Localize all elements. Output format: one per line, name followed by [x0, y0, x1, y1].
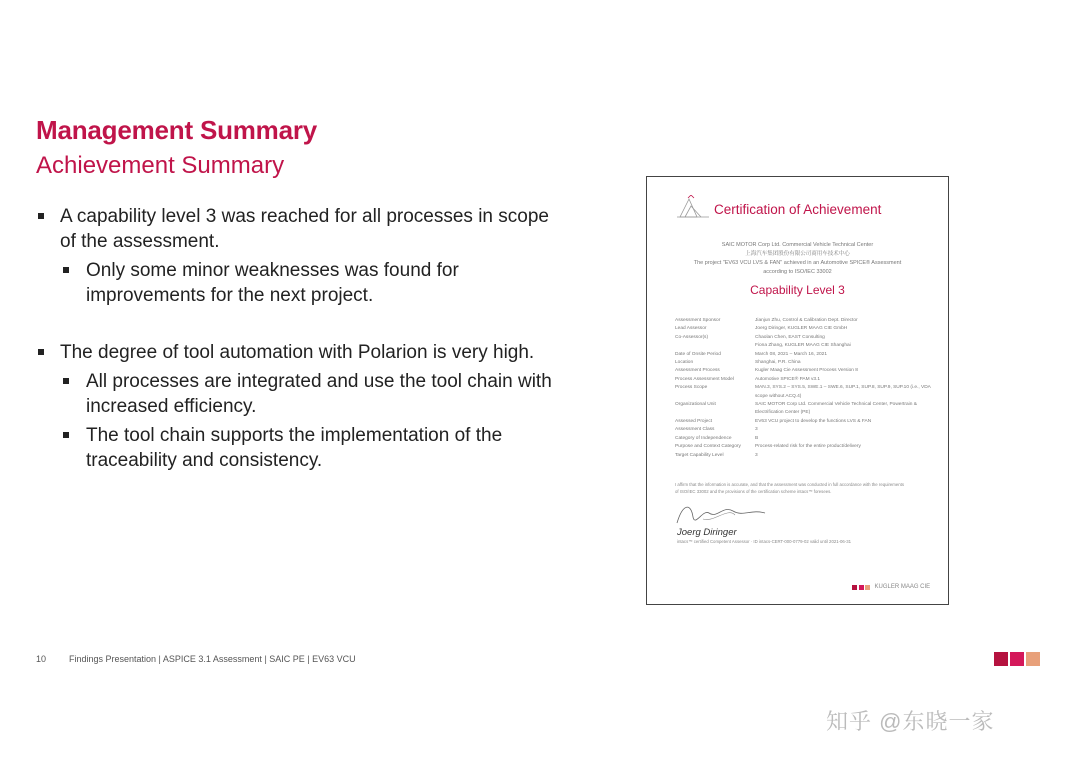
detail-row: Category of Independence B — [675, 435, 759, 441]
certificate-details — [675, 317, 933, 460]
page-number: 10 — [36, 654, 47, 664]
detail-row: Target Capability Level 3 — [675, 452, 758, 458]
detail-row: Process Scope MAN.3, SYS.2 – SYS.5, SWE.1 – SWE.6, SUP.1, SUP.8, SUP.9, SUP.10 (i.e., VDA scope without ACQ.4) — [675, 385, 931, 399]
detail-row: Assessment Sponsor Jianjun Zhu, Control & Calibration Dept. Director — [675, 318, 858, 323]
certificate-statement-2: according to ISO/IEC 33002 — [763, 269, 832, 275]
brand-name: KUGLER MAAG CIE — [874, 584, 931, 590]
slide-subtitle: Achievement Summary — [36, 152, 285, 179]
certificate-org: SAIC MOTOR Corp Ltd. Commercial Vehicle Technical Center — [721, 242, 874, 248]
detail-row: Assessment Class 3 — [675, 427, 758, 433]
detail-row: Date of Onsite Period March 08, 2021 – March 16, 2021 — [675, 351, 827, 357]
certificate-affirmation: I affirm that the information is accurate, and that the assessment was conducted in full accordance with the requirements of ISO/IEC 33002 and the provisions of the certification scheme intacs™ foresees. — [675, 482, 904, 494]
sub-bullet-item: Only some minor weaknesses was found for improvements for the next project. — [36, 258, 556, 308]
detail-row: Co-Assessor(s) Chaolan Chen, EAST Consulting — [675, 334, 825, 340]
signature-icon — [673, 499, 768, 529]
capability-level: Capability Level 3 — [750, 283, 845, 297]
certificate-statement: The project "EV63 VCU LVS & FAN" achieved in an Automotive SPICE® Assessment — [693, 260, 902, 266]
bullet-list — [36, 204, 556, 473]
signer-name: Joerg Diringer — [677, 527, 737, 538]
detail-row: Assessment Process Kugler Maag Cie Assessment Process Version 8 — [675, 368, 858, 374]
detail-row: Purpose and Context Category Process-related risk for the entire product/delivery — [675, 444, 861, 450]
bullet-item: The degree of tool automation with Polarion is very high. — [36, 340, 556, 365]
certificate-brand — [852, 584, 930, 590]
certificate-image — [646, 176, 949, 605]
detail-row: Assessed Project EV63 VCU project to develop the functions LVS & FAN — [675, 418, 872, 424]
sub-bullet-item: The tool chain supports the implementation of the traceability and consistency. — [36, 423, 556, 473]
detail-row: Organizational Unit SAIC MOTOR Corp Ltd. Commercial Vehicle Technical Center, Powertrain & Electrification Center (PE) — [675, 402, 917, 416]
slide-title: Management Summary — [36, 115, 318, 145]
watermark: 知乎 @东晓一家 — [826, 709, 995, 734]
certificate-org-cn: 上海汽车集团股份有限公司商用车技术中心 — [745, 251, 850, 257]
detail-row: Lead Assessor Joerg Diringer, KUGLER MAAG CIE GmbH — [675, 326, 848, 332]
certificate-logo-icon — [677, 195, 711, 221]
certificate-title: Certification of Achievement — [714, 202, 882, 217]
detail-row: Fiona Zhang, KUGLER MAAG CIE Shanghai — [755, 343, 851, 349]
detail-row: Location Shanghai, P.R. China — [675, 360, 801, 366]
bullet-item: A capability level 3 was reached for all processes in scope of the assessment. — [36, 204, 556, 254]
signer-credential: intacs™ certified Competent Assessor · ID intacs-CERT-000-0779-02 valid until 2021-06-31 — [677, 539, 852, 544]
sub-bullet-item: All processes are integrated and use the tool chain with increased efficiency. — [36, 369, 556, 419]
brand-logo-icon — [994, 652, 1042, 666]
detail-row: Process Assessment Model Automotive SPICE® PAM v3.1 — [675, 376, 821, 382]
footer-text: Findings Presentation | ASPICE 3.1 Assessment | SAIC PE | EV63 VCU — [69, 654, 356, 664]
